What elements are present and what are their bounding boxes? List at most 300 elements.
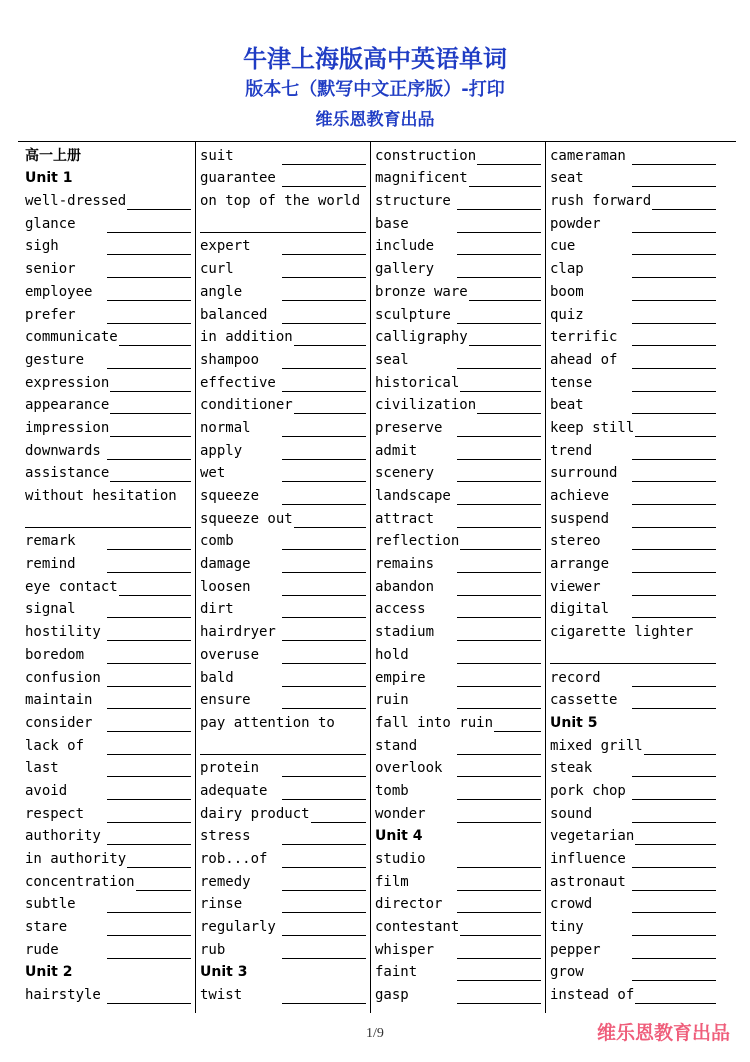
vocab-column-3 (375, 145, 543, 1007)
vocab-word: glance (25, 215, 76, 232)
answer-blank (457, 527, 541, 528)
vocab-row (375, 258, 543, 281)
vocab-row (375, 848, 543, 871)
vocab-row (25, 939, 193, 962)
vocab-row (200, 780, 368, 803)
answer-blank (632, 822, 716, 823)
vocab-word: crowd (550, 896, 593, 913)
vocab-row (550, 213, 718, 236)
vocab-word: protein (200, 760, 260, 777)
vocab-row (200, 894, 368, 917)
vocab-word: senior (25, 261, 76, 278)
vocab-row (25, 304, 193, 327)
answer-blank (282, 572, 366, 573)
vocab-word: vegetarian (550, 828, 635, 845)
vocab-word: influence (550, 851, 626, 867)
vocab-row (375, 962, 543, 985)
vocab-word: trend (550, 442, 593, 459)
answer-blank (457, 686, 541, 687)
answer-blank (282, 958, 366, 959)
top-divider (18, 141, 736, 142)
page-title: 牛津上海版高中英语单词 (243, 45, 507, 73)
answer-blank-row (550, 644, 718, 667)
answer-blank (107, 323, 191, 324)
vocab-word: gasp (375, 987, 409, 1004)
answer-blank (457, 254, 541, 255)
vocab-word: loosen (200, 578, 251, 595)
answer-blank (457, 459, 541, 460)
vocab-word: effective (200, 374, 276, 391)
vocab-word: seal (375, 351, 409, 368)
answer-blank (110, 391, 191, 392)
vocab-row (200, 281, 368, 304)
vocab-row (200, 599, 368, 622)
answer-blank (107, 1003, 191, 1004)
vocab-row (550, 916, 718, 939)
vocab-word: construction (375, 147, 477, 164)
vocab-row (25, 349, 193, 372)
vocab-row (25, 463, 193, 486)
answer-blank (632, 595, 716, 596)
answer-blank-row (200, 213, 368, 236)
answer-blank (107, 708, 191, 709)
answer-blank (460, 391, 541, 392)
vocab-row (200, 576, 368, 599)
vocab-row (25, 826, 193, 849)
vocab-word: normal (200, 419, 251, 436)
answer-blank (282, 391, 366, 392)
vocab-row (550, 281, 718, 304)
vocab-row (375, 553, 543, 576)
vocab-word: include (375, 238, 435, 255)
answer-blank (457, 776, 541, 777)
vocab-row (375, 644, 543, 667)
vocab-word: bald (200, 669, 234, 686)
vocab-word: suspend (550, 510, 610, 527)
vocab-word: rush forward (550, 193, 652, 210)
vocab-row (25, 735, 193, 758)
vocab-word: cameraman (550, 147, 626, 164)
answer-blank (632, 708, 716, 709)
vocab-word: clap (550, 261, 584, 278)
vocab-row (25, 871, 193, 894)
answer-blank (107, 799, 191, 800)
answer-blank (632, 254, 716, 255)
vocab-word: instead of (550, 987, 635, 1004)
vocab-word: adequate (200, 782, 268, 799)
vocab-word: expression (25, 374, 110, 391)
vocab-row (550, 939, 718, 962)
answer-blank (632, 300, 716, 301)
section-heading (25, 145, 193, 168)
vocab-word: shampoo (200, 351, 260, 368)
answer-blank (457, 277, 541, 278)
vocab-word: overlook (375, 760, 443, 777)
vocab-word: powder (550, 215, 601, 232)
answer-blank (107, 277, 191, 278)
vocab-word: suit (200, 147, 234, 164)
vocab-word: access (375, 601, 426, 618)
answer-blank (282, 776, 366, 777)
vocab-row (25, 712, 193, 735)
answer-blank (632, 459, 716, 460)
answer-blank (107, 549, 191, 550)
answer-blank (282, 164, 366, 165)
vocab-row (200, 644, 368, 667)
answer-blank (494, 731, 541, 732)
vocab-word: faint (375, 964, 418, 981)
vocab-row (550, 962, 718, 985)
answer-blank (457, 323, 541, 324)
vocab-row (375, 894, 543, 917)
vocab-word: remains (375, 556, 435, 573)
vocab-word: squeeze (200, 488, 260, 504)
answer-blank (632, 980, 716, 981)
vocab-row (25, 485, 193, 508)
answer-blank (457, 754, 541, 755)
answer-blank (632, 617, 716, 618)
answer-blank (632, 368, 716, 369)
vocab-row (550, 667, 718, 690)
vocab-word: fall into ruin (375, 714, 494, 731)
vocab-row (25, 440, 193, 463)
answer-blank (311, 822, 366, 823)
vocab-word: expert (200, 238, 251, 255)
vocab-word: tense (550, 374, 593, 391)
vocab-row (25, 690, 193, 713)
vocab-word: beat (550, 397, 584, 414)
answer-blank (457, 595, 541, 596)
vocab-row (25, 213, 193, 236)
vocab-word: signal (25, 601, 76, 618)
answer-blank (632, 549, 716, 550)
answer-blank (282, 935, 366, 936)
watermark: 维乐恩教育出品 (596, 1022, 730, 1044)
vocab-row (550, 236, 718, 259)
section-heading-text: Unit 3 (200, 964, 248, 981)
section-heading (550, 712, 718, 735)
section-heading-text: Unit 4 (375, 828, 423, 845)
answer-blank (632, 232, 716, 233)
vocab-row (550, 871, 718, 894)
answer-blank (282, 912, 366, 913)
answer-blank-row (25, 508, 193, 531)
vocab-row (375, 213, 543, 236)
answer-blank (457, 640, 541, 641)
vocab-word: angle (200, 283, 243, 300)
vocab-word: guarantee (200, 170, 276, 187)
vocab-row (550, 576, 718, 599)
vocab-word: cue (550, 238, 576, 255)
vocab-word: boom (550, 283, 584, 300)
vocab-word: subtle (25, 896, 76, 913)
vocab-word: mixed grill (550, 737, 643, 754)
vocab-word: hairstyle (25, 987, 101, 1004)
vocab-word: stand (375, 737, 418, 754)
vocab-row (550, 145, 718, 168)
vocab-word: confusion (25, 669, 101, 686)
vocab-word: base (375, 215, 409, 232)
vocab-row (25, 327, 193, 350)
vocab-row (550, 168, 718, 191)
vocab-word: magnificent (375, 170, 468, 187)
vocab-row (200, 621, 368, 644)
vocab-word: downwards (25, 442, 101, 459)
answer-blank (107, 754, 191, 755)
vocab-column-2 (200, 145, 368, 1007)
vocab-word: contestant (375, 919, 460, 936)
vocab-row (375, 531, 543, 554)
vocab-word: squeeze out (200, 510, 293, 527)
vocab-word: comb (200, 533, 234, 550)
answer-blank (107, 912, 191, 913)
vocab-word: hold (375, 646, 409, 663)
answer-blank (110, 436, 191, 437)
answer-blank (107, 300, 191, 301)
vocab-word: dirt (200, 601, 234, 618)
answer-blank (107, 663, 191, 664)
vocab-word: bronze ware (375, 283, 468, 300)
answer-blank (632, 323, 716, 324)
vocab-row (25, 236, 193, 259)
answer-blank (282, 844, 366, 845)
answer-blank (632, 277, 716, 278)
vocab-word: admit (375, 442, 418, 459)
vocab-word: wonder (375, 805, 426, 822)
answer-blank (282, 867, 366, 868)
answer-blank (477, 413, 541, 414)
vocab-word: pay attention to (200, 714, 335, 731)
vocab-word: film (375, 873, 409, 890)
vocab-row (375, 395, 543, 418)
vocab-row (550, 735, 718, 758)
vocab-word: viewer (550, 578, 601, 595)
vocab-row (550, 463, 718, 486)
vocab-row (550, 803, 718, 826)
section-heading (200, 962, 368, 985)
column-divider (545, 141, 546, 1013)
answer-blank (107, 844, 191, 845)
vocab-word: calligraphy (375, 329, 468, 346)
vocab-row (375, 304, 543, 327)
column-divider (195, 141, 196, 1013)
answer-blank (457, 368, 541, 369)
vocab-row (200, 327, 368, 350)
vocab-word: last (25, 760, 59, 777)
vocab-word: hairdryer (200, 624, 276, 641)
answer-blank (107, 958, 191, 959)
vocab-row (550, 690, 718, 713)
vocab-row (550, 372, 718, 395)
vocab-row (375, 576, 543, 599)
vocab-word: tiny (550, 919, 584, 936)
vocab-row (200, 758, 368, 781)
vocab-word: sculpture (375, 306, 451, 323)
answer-blank (282, 617, 366, 618)
vocab-word: avoid (25, 782, 68, 799)
answer-blank (282, 368, 366, 369)
answer-blank (282, 686, 366, 687)
vocab-column-1 (25, 145, 193, 1007)
vocab-word: curl (200, 261, 234, 278)
answer-blank (632, 890, 716, 891)
answer-blank (282, 640, 366, 641)
answer-blank (282, 890, 366, 891)
answer-blank (632, 391, 716, 392)
section-heading (25, 168, 193, 191)
answer-blank (107, 935, 191, 936)
page-subtitle: 版本七（默写中文正序版）-打印 (245, 79, 505, 100)
answer-blank (457, 867, 541, 868)
vocab-word: digital (550, 601, 610, 618)
answer-blank (282, 708, 366, 709)
answer-blank (107, 822, 191, 823)
vocab-word: eye contact (25, 578, 118, 595)
answer-blank (294, 527, 366, 528)
vocab-word: rob...of (200, 851, 268, 867)
vocab-row (375, 463, 543, 486)
vocab-word: abandon (375, 578, 435, 595)
vocab-word: stare (25, 919, 68, 936)
vocab-row (375, 190, 543, 213)
answer-blank (457, 232, 541, 233)
answer-blank (635, 1003, 716, 1004)
answer-blank (282, 595, 366, 596)
answer-blank (282, 459, 366, 460)
vocab-word: sigh (25, 238, 59, 255)
vocab-word: remind (25, 556, 76, 573)
section-heading-text: Unit 5 (550, 714, 598, 731)
vocab-row (375, 485, 543, 508)
answer-blank (632, 799, 716, 800)
vocab-row (200, 304, 368, 327)
vocab-row (25, 281, 193, 304)
answer-blank (282, 549, 366, 550)
vocab-word: in addition (200, 329, 293, 346)
vocab-row (550, 258, 718, 281)
vocab-row (200, 826, 368, 849)
vocab-word: gesture (25, 351, 85, 368)
vocab-word: keep still (550, 419, 635, 436)
answer-blank (457, 481, 541, 482)
vocab-row (550, 395, 718, 418)
vocab-word: dairy product (200, 805, 310, 822)
vocab-word: hostility (25, 624, 101, 641)
vocab-word: grow (550, 964, 584, 981)
answer-blank (107, 368, 191, 369)
vocab-row (200, 417, 368, 440)
answer-blank-row (200, 735, 368, 758)
answer-blank (136, 890, 191, 891)
answer-blank (457, 617, 541, 618)
answer-blank (457, 708, 541, 709)
vocab-row (200, 939, 368, 962)
vocab-word: civilization (375, 397, 477, 414)
answer-blank (550, 663, 716, 664)
vocab-row (550, 440, 718, 463)
answer-blank (632, 413, 716, 414)
section-heading-text: 高一上册 (25, 147, 81, 164)
vocab-row (200, 871, 368, 894)
vocab-word: prefer (25, 306, 76, 323)
vocab-row (375, 690, 543, 713)
vocab-row (375, 236, 543, 259)
vocab-word: consider (25, 714, 93, 731)
answer-blank (632, 867, 716, 868)
vocab-row (375, 145, 543, 168)
answer-blank (25, 527, 191, 528)
vocab-row (375, 916, 543, 939)
vocab-word: well-dressed (25, 193, 127, 210)
vocab-word: authority (25, 828, 101, 845)
vocab-word: surround (550, 465, 618, 482)
vocab-row (550, 417, 718, 440)
answer-blank (652, 209, 716, 210)
vocab-word: studio (375, 851, 426, 867)
vocab-word: steak (550, 760, 593, 777)
vocab-word: communicate (25, 329, 118, 346)
answer-blank (294, 345, 366, 346)
vocab-row (375, 871, 543, 894)
answer-blank (457, 1003, 541, 1004)
vocab-word: conditioner (200, 397, 293, 414)
vocab-row (550, 894, 718, 917)
answer-blank (282, 186, 366, 187)
answer-blank (457, 436, 541, 437)
vocab-row (550, 508, 718, 531)
answer-blank (282, 799, 366, 800)
vocab-word: rub (200, 941, 226, 958)
vocab-word: cigarette lighter (550, 624, 694, 641)
section-heading-text: Unit 2 (25, 964, 73, 981)
vocab-row (200, 667, 368, 690)
vocab-row (200, 712, 368, 735)
answer-blank (457, 799, 541, 800)
vocab-row (25, 758, 193, 781)
answer-blank (119, 345, 191, 346)
vocab-row (550, 826, 718, 849)
answer-blank (282, 300, 366, 301)
vocab-word: structure (375, 193, 451, 210)
answer-blank (107, 776, 191, 777)
answer-blank (632, 776, 716, 777)
answer-blank (127, 209, 191, 210)
answer-blank (457, 209, 541, 210)
vocab-row (375, 780, 543, 803)
vocab-word: sound (550, 805, 593, 822)
vocab-word: damage (200, 556, 251, 573)
vocab-word: without hesitation (25, 488, 177, 504)
vocab-word: regularly (200, 919, 276, 936)
vocab-word: in authority (25, 851, 127, 867)
page-number: 1/9 (366, 1026, 384, 1041)
answer-blank (127, 867, 191, 868)
answer-blank (282, 1003, 366, 1004)
vocab-row (25, 848, 193, 871)
answer-blank (107, 731, 191, 732)
vocab-word: assistance (25, 465, 110, 482)
vocab-word: concentration (25, 873, 135, 890)
section-heading (375, 826, 543, 849)
vocab-row (375, 803, 543, 826)
answer-blank (469, 300, 541, 301)
vocab-row (200, 690, 368, 713)
vocab-row (375, 281, 543, 304)
vocab-row (550, 485, 718, 508)
vocab-word: on top of the world (200, 193, 361, 210)
answer-blank (644, 754, 716, 755)
vocab-row (550, 304, 718, 327)
